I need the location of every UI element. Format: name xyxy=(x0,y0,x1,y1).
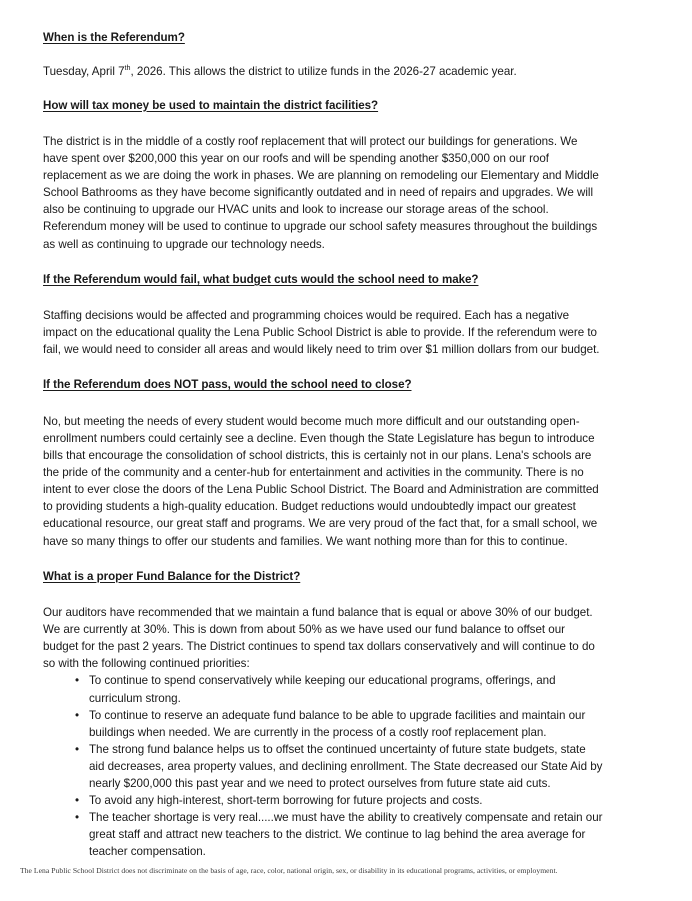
section-heading-referendum-date xyxy=(43,30,603,46)
heading-text: What is a proper Fund Balance for the District? xyxy=(43,569,301,583)
paragraph-referendum-date xyxy=(43,63,603,80)
document-body xyxy=(43,30,603,860)
list-item xyxy=(43,809,603,860)
paragraph-budget-cuts: Staffing decisions would be affected and programming choices would be required. Each has a negative impact on the educational quality the Lena Public School District is able to provide. If the referendum were to fail, we would need to consider all areas and would likely need to trim over $1 million dollars from our budget. xyxy=(43,309,600,357)
section-heading-tax-money-use xyxy=(43,98,603,114)
priorities-list xyxy=(43,672,603,860)
spacer xyxy=(43,394,603,413)
bullet-icon: • xyxy=(75,811,80,825)
bullet-icon: • xyxy=(75,674,80,688)
bullet-icon: • xyxy=(75,794,80,808)
paragraph-tax-money-use: The district is in the middle of a costly roof replacement that will protect our buildings for generations. We have spent over $200,000 this year on our roofs and will be spending another $350,000 on our roof replacement as we are doing the work in phases. We are planning on remodeling our Elementary and Middle School Bathrooms as they have become significantly outdated and in need of repairs and upgrades. We will also be continuing to upgrade our HVAC units and look to increase our storage areas of the school. Referendum money will be used to continue to upgrade our school safety measures throughout the buildings as well as continuing to upgrade our technology needs. xyxy=(43,135,599,251)
bullet-icon: • xyxy=(75,708,80,722)
spacer xyxy=(43,253,603,272)
section-heading-fund-balance xyxy=(43,569,603,585)
spacer xyxy=(43,46,603,63)
section-heading-budget-cuts xyxy=(43,272,603,288)
list-item-label: To avoid any high-interest, short-term borrowing for future projects and costs. xyxy=(89,794,483,808)
list-item xyxy=(43,707,603,741)
date-ordinal-superscript: th xyxy=(124,63,131,73)
list-item-label: To continue to spend conservatively while keeping our educational programs, offerings, and curriculum strong. xyxy=(89,674,556,705)
heading-text: If the Referendum would fail, what budget cuts would the school need to make? xyxy=(43,272,479,286)
heading-text: How will tax money be used to maintain the district facilities? xyxy=(43,98,379,112)
section-heading-school-closure xyxy=(43,377,603,393)
spacer xyxy=(43,358,603,377)
paragraph-school-closure: No, but meeting the needs of every student would become much more difficult and our outstanding open-enrollment numbers could certainly see a decline. Even though the State Legislature has begun to introduce bills that encourage the consolidation of school districts, this is certainly not in our plans. Lena's schools are the pride of the community and a center-hub for entertainment and activities in the community. There is no intent to ever close the doors of the Lena Public School District. The Board and Administration are committed to providing students a high-quality education. Budget reductions would undoubtedly impact our greatest educational resource, our great staff and programs. We are very proud of the fact that, for a small school, we have so many things to offer our students and families. We want nothing more than for this to continue. xyxy=(43,414,599,548)
heading-text: When is the Referendum? xyxy=(43,31,185,44)
paragraph-fund-balance: Our auditors have recommended that we maintain a fund balance that is equal or above 30% of our budget. We are currently at 30%. This is down from about 50% as we have used our fund balance to offset our budget for the past 2 years. The District continues to spend tax dollars conservatively and will continue to do so with the following continued priorities: xyxy=(43,606,595,671)
spacer xyxy=(43,550,603,569)
spacer xyxy=(43,585,603,604)
bullet-icon: • xyxy=(75,742,80,756)
spacer xyxy=(43,114,603,133)
date-suffix: , 2026. This allows the district to utilize funds in the 2026-27 academic year. xyxy=(130,65,517,79)
list-item-label: The strong fund balance helps us to offset the continued uncertainty of future state budgets, state aid decreases, area property values, and declining enrollment. The State decreased our State Aid by nearly $200,000 this past year and we need to protect ourselves from future state aid cuts. xyxy=(89,742,603,790)
list-item xyxy=(43,792,603,809)
heading-text: If the Referendum does NOT pass, would the school need to close? xyxy=(43,378,412,392)
list-item-label: The teacher shortage is very real.....we must have the ability to creatively compensate and retain our great staff and attract new teachers to the district. We continue to lag behind the area average for teacher compensation. xyxy=(89,811,603,859)
list-item-label: To continue to reserve an adequate fund balance to be able to upgrade facilities and maintain our buildings when needed. We are currently in the process of a costly roof replacement plan. xyxy=(89,708,586,739)
nondiscrimination-footer: The Lena Public School District does not discriminate on the basis of age, race, color, national origin, sex, or disability in its educational programs, activities, or employment. xyxy=(20,866,558,875)
list-item xyxy=(43,672,603,706)
date-prefix: Tuesday, April 7 xyxy=(43,65,125,79)
spacer xyxy=(43,288,603,307)
list-item xyxy=(43,741,603,792)
spacer xyxy=(43,81,603,98)
